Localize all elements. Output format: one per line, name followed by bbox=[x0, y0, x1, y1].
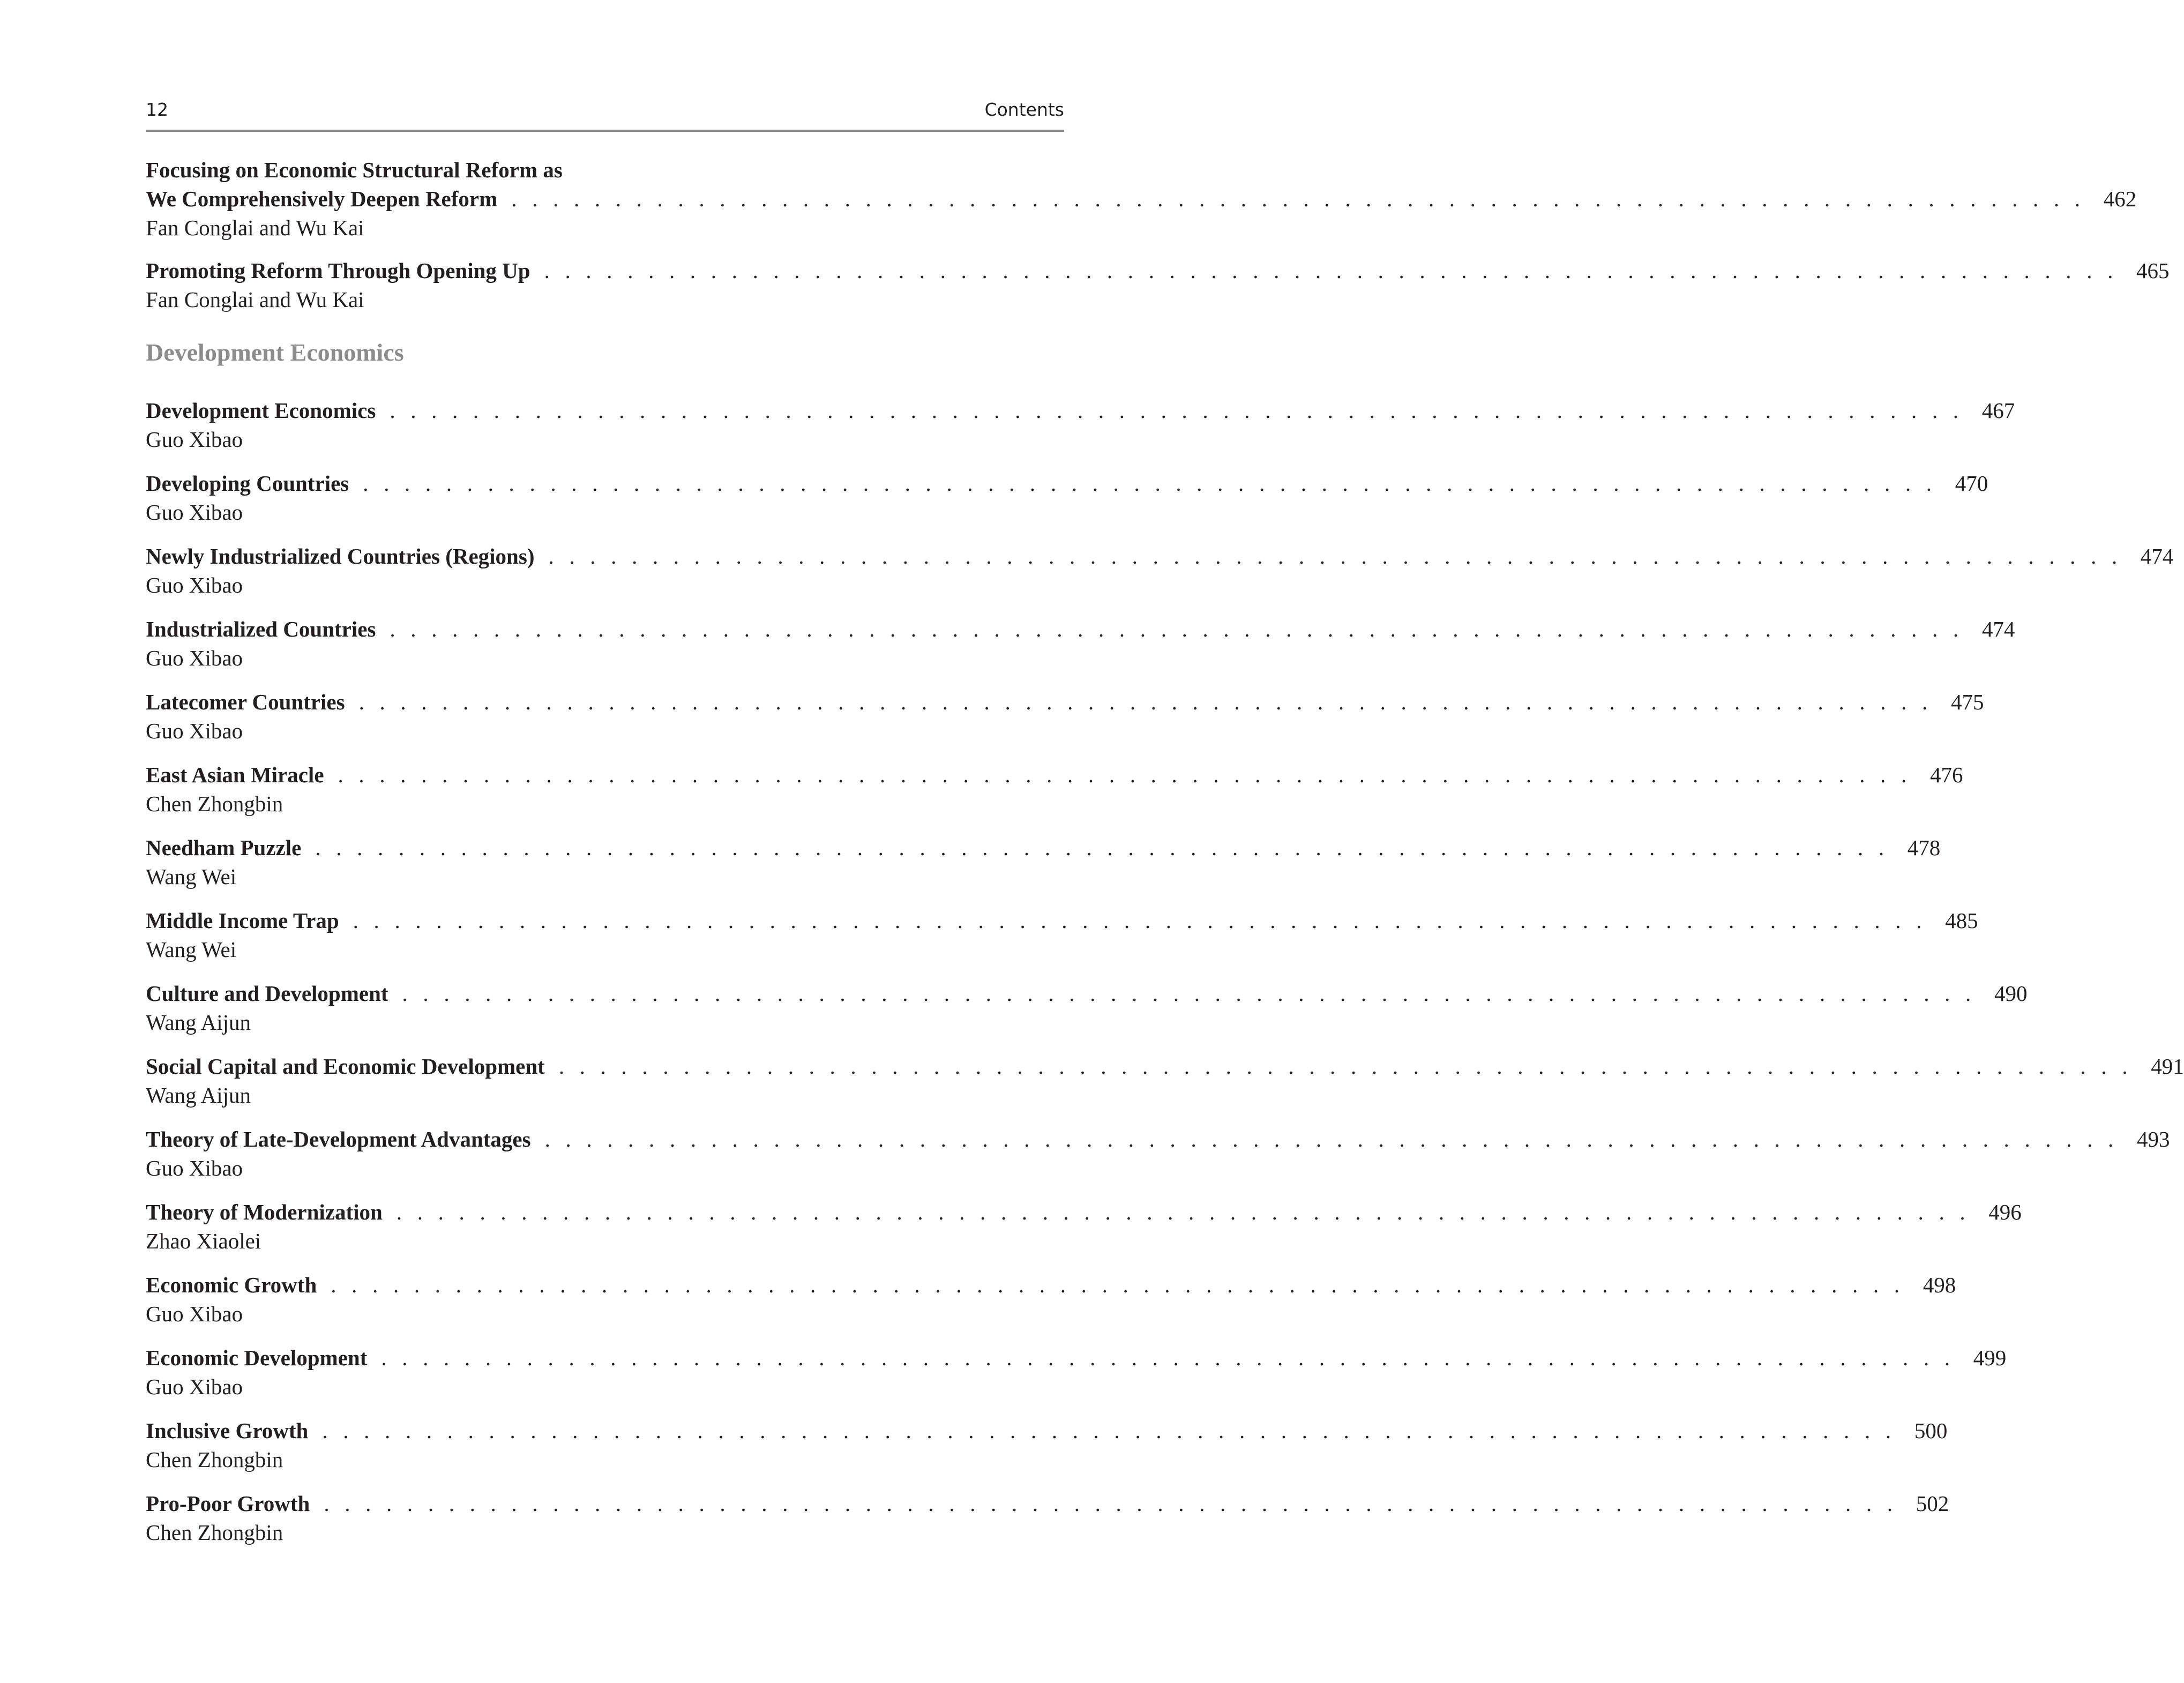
toc-entry[interactable] bbox=[146, 1270, 1956, 1328]
toc-entry-author: Guo Xibao bbox=[146, 719, 243, 743]
dot-leader: . . . . . . . . . . . . . . . . . . . . . . . . . . . . . . . . . . . . . . . . . . . . . . . . . . . . . . . . . . . . . . . . . . . . . . . . . . . . bbox=[324, 1491, 1898, 1516]
toc-entry-title-line bbox=[146, 542, 2174, 571]
toc-entry-title[interactable]: Theory of Modernization bbox=[146, 1200, 383, 1224]
toc-entry-title-line bbox=[146, 256, 2170, 285]
toc-entry-author: Guo Xibao bbox=[146, 1374, 243, 1399]
toc-entry-title[interactable]: We Comprehensively Deepen Reform bbox=[146, 186, 498, 211]
toc-entry[interactable] bbox=[146, 469, 1988, 527]
toc-entry[interactable] bbox=[146, 906, 1978, 964]
toc-entry-title-line bbox=[146, 469, 1988, 498]
toc-entry-title-line bbox=[146, 155, 844, 184]
toc-entry-title-line bbox=[146, 184, 2137, 213]
toc-entry-title[interactable]: Latecomer Countries bbox=[146, 690, 345, 714]
toc-entry-page[interactable]: 499 bbox=[1973, 1345, 2007, 1370]
toc-entry[interactable] bbox=[146, 1343, 2007, 1401]
dot-leader: . . . . . . . . . . . . . . . . . . . . . . . . . . . . . . . . . . . . . . . . . . . . . . . . . . . . . . . . . . . . . . . . . . . . . . . . . . . . bbox=[402, 981, 1976, 1006]
dot-leader: . . . . . . . . . . . . . . . . . . . . . . . . . . . . . . . . . . . . . . . . . . . . . . . . . . . . . . . . . . . . . . . . . . . . . . . . . . . . bbox=[544, 258, 2118, 283]
toc-entry-title-line bbox=[146, 1125, 2170, 1154]
dot-leader: . . . . . . . . . . . . . . . . . . . . . . . . . . . . . . . . . . . . . . . . . . . . . . . . . . . . . . . . . . . . . . . . . . . . . . . . . . . . bbox=[390, 617, 1964, 641]
dot-leader: . . . . . . . . . . . . . . . . . . . . . . . . . . . . . . . . . . . . . . . . . . . . . . . . . . . . . . . . . . . . . . . . . . . . . . . . . . . . bbox=[381, 1345, 1955, 1370]
dot-leader: . . . . . . . . . . . . . . . . . . . . . . . . . . . . . . . . . . . . . . . . . . . . . . . . . . . . . . . . . . . . . . . . . . . . . . . . . . . . bbox=[363, 471, 1937, 496]
header-rule bbox=[146, 130, 1064, 132]
toc-entry-title[interactable]: Promoting Reform Through Opening Up bbox=[146, 258, 530, 283]
toc-entry-title[interactable]: Needham Puzzle bbox=[146, 835, 302, 860]
toc-entry[interactable] bbox=[146, 1052, 2184, 1110]
toc-entry[interactable] bbox=[146, 1416, 1948, 1474]
toc-entry-author: Guo Xibao bbox=[146, 646, 243, 670]
toc-entry-title[interactable]: Focusing on Economic Structural Reform as bbox=[146, 158, 563, 182]
toc-entry[interactable] bbox=[146, 155, 2137, 242]
toc-entry-author: Fan Conglai and Wu Kai bbox=[146, 215, 364, 240]
toc-entry-title-line bbox=[146, 1052, 2184, 1081]
toc-entry-title-line bbox=[146, 1270, 1956, 1299]
toc-entry-title[interactable]: Economic Growth bbox=[146, 1273, 317, 1297]
toc-entry-title[interactable]: Inclusive Growth bbox=[146, 1418, 309, 1443]
dot-leader: . . . . . . . . . . . . . . . . . . . . . . . . . . . . . . . . . . . . . . . . . . . . . . . . . . . . . . . . . . . . . . . . . . . . . . . . . . . . bbox=[558, 1054, 2133, 1079]
toc-entry-author: Wang Wei bbox=[146, 937, 237, 962]
toc-entry-author: Guo Xibao bbox=[146, 500, 243, 525]
toc-entry-page[interactable]: 474 bbox=[2140, 544, 2174, 569]
toc-entry-title[interactable]: Economic Development bbox=[146, 1345, 368, 1370]
toc-entry-title[interactable]: Social Capital and Economic Development bbox=[146, 1054, 545, 1079]
toc-entry-title-line bbox=[146, 615, 2015, 644]
toc-entry-author: Guo Xibao bbox=[146, 1301, 243, 1326]
toc-entry-page[interactable]: 462 bbox=[2103, 186, 2137, 211]
toc-entry-page[interactable]: 474 bbox=[1981, 617, 2015, 641]
toc-entry-page[interactable]: 491 bbox=[2151, 1054, 2184, 1079]
dot-leader: . . . . . . . . . . . . . . . . . . . . . . . . . . . . . . . . . . . . . . . . . . . . . . . . . . . . . . . . . . . . . . . . . . . . . . . . . . . . bbox=[315, 835, 1889, 860]
toc-entry-title[interactable]: Pro-Poor Growth bbox=[146, 1491, 310, 1516]
toc-entry[interactable] bbox=[146, 615, 2015, 672]
toc-entry-title[interactable]: Developing Countries bbox=[146, 471, 349, 496]
toc-entry-author: Wang Aijun bbox=[146, 1083, 251, 1108]
dot-leader: . . . . . . . . . . . . . . . . . . . . . . . . . . . . . . . . . . . . . . . . . . . . . . . . . . . . . . . . . . . . . . . . . . . . . . . . . . . . bbox=[396, 1200, 1970, 1224]
toc-entry-author: Chen Zhongbin bbox=[146, 1520, 283, 1545]
toc-entry[interactable] bbox=[146, 396, 2015, 454]
toc-entry[interactable] bbox=[146, 833, 1941, 891]
toc-entry-title[interactable]: East Asian Miracle bbox=[146, 762, 324, 787]
toc-entry-title-line bbox=[146, 906, 1978, 935]
toc-entry-author: Wang Wei bbox=[146, 864, 237, 889]
dot-leader: . . . . . . . . . . . . . . . . . . . . . . . . . . . . . . . . . . . . . . . . . . . . . . . . . . . . . . . . . . . . . . . . . . . . . . . . . . . . bbox=[358, 690, 1933, 714]
toc-entry-page[interactable]: 496 bbox=[1988, 1200, 2022, 1224]
toc-entry-author: Wang Aijun bbox=[146, 1010, 251, 1035]
toc-entry-page[interactable]: 478 bbox=[1907, 835, 1941, 860]
dot-leader: . . . . . . . . . . . . . . . . . . . . . . . . . . . . . . . . . . . . . . . . . . . . . . . . . . . . . . . . . . . . . . . . . . . . . . . . . . . . bbox=[511, 186, 2085, 211]
toc-entry-title-line bbox=[146, 833, 1941, 862]
toc-entry-title-line bbox=[146, 979, 2028, 1008]
dot-leader: . . . . . . . . . . . . . . . . . . . . . . . . . . . . . . . . . . . . . . . . . . . . . . . . . . . . . . . . . . . . . . . . . . . . . . . . . . . . bbox=[353, 908, 1927, 933]
toc-entry-page[interactable]: 475 bbox=[1951, 690, 1984, 714]
dot-leader: . . . . . . . . . . . . . . . . . . . . . . . . . . . . . . . . . . . . . . . . . . . . . . . . . . . . . . . . . . . . . . . . . . . . . . . . . . . . bbox=[544, 1127, 2119, 1151]
toc-entry-page[interactable]: 476 bbox=[1929, 762, 1963, 787]
toc-entry-author: Guo Xibao bbox=[146, 1156, 243, 1180]
toc-entry-page[interactable]: 493 bbox=[2137, 1127, 2170, 1151]
toc-entry-title-line bbox=[146, 760, 1963, 789]
toc-entry-title-line bbox=[146, 687, 1984, 716]
toc-entry-page[interactable]: 470 bbox=[1955, 471, 1988, 496]
toc-entry-title-line bbox=[146, 1343, 2007, 1372]
toc-entry-title-line bbox=[146, 396, 2015, 425]
toc-entry-author: Chen Zhongbin bbox=[146, 1447, 283, 1472]
running-head bbox=[146, 96, 1064, 123]
toc-entry[interactable] bbox=[146, 542, 2174, 600]
toc-entry-page[interactable]: 502 bbox=[1916, 1491, 1949, 1516]
toc-entry-author: Chen Zhongbin bbox=[146, 791, 283, 816]
toc-entry-page[interactable]: 500 bbox=[1914, 1418, 1948, 1443]
toc-entry-page[interactable]: 498 bbox=[1923, 1273, 1956, 1297]
dot-leader: . . . . . . . . . . . . . . . . . . . . . . . . . . . . . . . . . . . . . . . . . . . . . . . . . . . . . . . . . . . . . . . . . . . . . . . . . . . . bbox=[322, 1418, 1896, 1443]
toc-entry-title[interactable]: Industrialized Countries bbox=[146, 617, 376, 641]
toc-entry-author: Fan Conglai and Wu Kai bbox=[146, 287, 364, 312]
dot-leader: . . . . . . . . . . . . . . . . . . . . . . . . . . . . . . . . . . . . . . . . . . . . . . . . . . . . . . . . . . . . . . . . . . . . . . . . . . . . bbox=[390, 398, 1964, 423]
dot-leader: . . . . . . . . . . . . . . . . . . . . . . . . . . . . . . . . . . . . . . . . . . . . . . . . . . . . . . . . . . . . . . . . . . . . . . . . . . . . bbox=[338, 762, 1912, 787]
toc-entry-author: Zhao Xiaolei bbox=[146, 1229, 261, 1253]
toc-entry-author: Guo Xibao bbox=[146, 427, 243, 452]
running-head-title: Contents bbox=[984, 99, 1064, 120]
toc-entry-author: Guo Xibao bbox=[146, 573, 243, 597]
toc-entry-title-line bbox=[146, 1416, 1948, 1445]
toc-entry[interactable] bbox=[146, 687, 1984, 745]
toc-entry[interactable] bbox=[146, 1198, 2022, 1255]
toc-entry-page[interactable]: 465 bbox=[2136, 258, 2170, 283]
toc-entry[interactable] bbox=[146, 760, 1963, 818]
toc-entry-page[interactable]: 485 bbox=[1945, 908, 1978, 933]
dot-leader: . . . . . . . . . . . . . . . . . . . . . . . . . . . . . . . . . . . . . . . . . . . . . . . . . . . . . . . . . . . . . . . . . . . . . . . . . . . . bbox=[548, 544, 2122, 569]
toc-entry-title-line bbox=[146, 1198, 2022, 1226]
toc-entry-title[interactable]: Theory of Late-Development Advantages bbox=[146, 1127, 531, 1151]
toc-entry-title[interactable]: Culture and Development bbox=[146, 981, 388, 1006]
page-number: 12 bbox=[146, 99, 168, 120]
toc-entry[interactable] bbox=[146, 1489, 1949, 1547]
toc-entry-title[interactable]: Newly Industrialized Countries (Regions) bbox=[146, 544, 535, 569]
dot-leader: . . . . . . . . . . . . . . . . . . . . . . . . . . . . . . . . . . . . . . . . . . . . . . . . . . . . . . . . . . . . . . . . . . . . . . . . . . . . bbox=[331, 1273, 1905, 1297]
toc-entry[interactable] bbox=[146, 256, 2170, 314]
toc-entry[interactable] bbox=[146, 979, 2028, 1037]
toc-entry-page[interactable]: 490 bbox=[1994, 981, 2028, 1006]
toc-entry-title-line bbox=[146, 1489, 1949, 1518]
toc-entry-title[interactable]: Development Economics bbox=[146, 398, 376, 423]
toc-entry-page[interactable]: 467 bbox=[1981, 398, 2015, 423]
section-heading: Development Economics bbox=[146, 339, 404, 366]
toc-entry[interactable] bbox=[146, 1125, 2170, 1183]
toc-entry-title[interactable]: Middle Income Trap bbox=[146, 908, 339, 933]
